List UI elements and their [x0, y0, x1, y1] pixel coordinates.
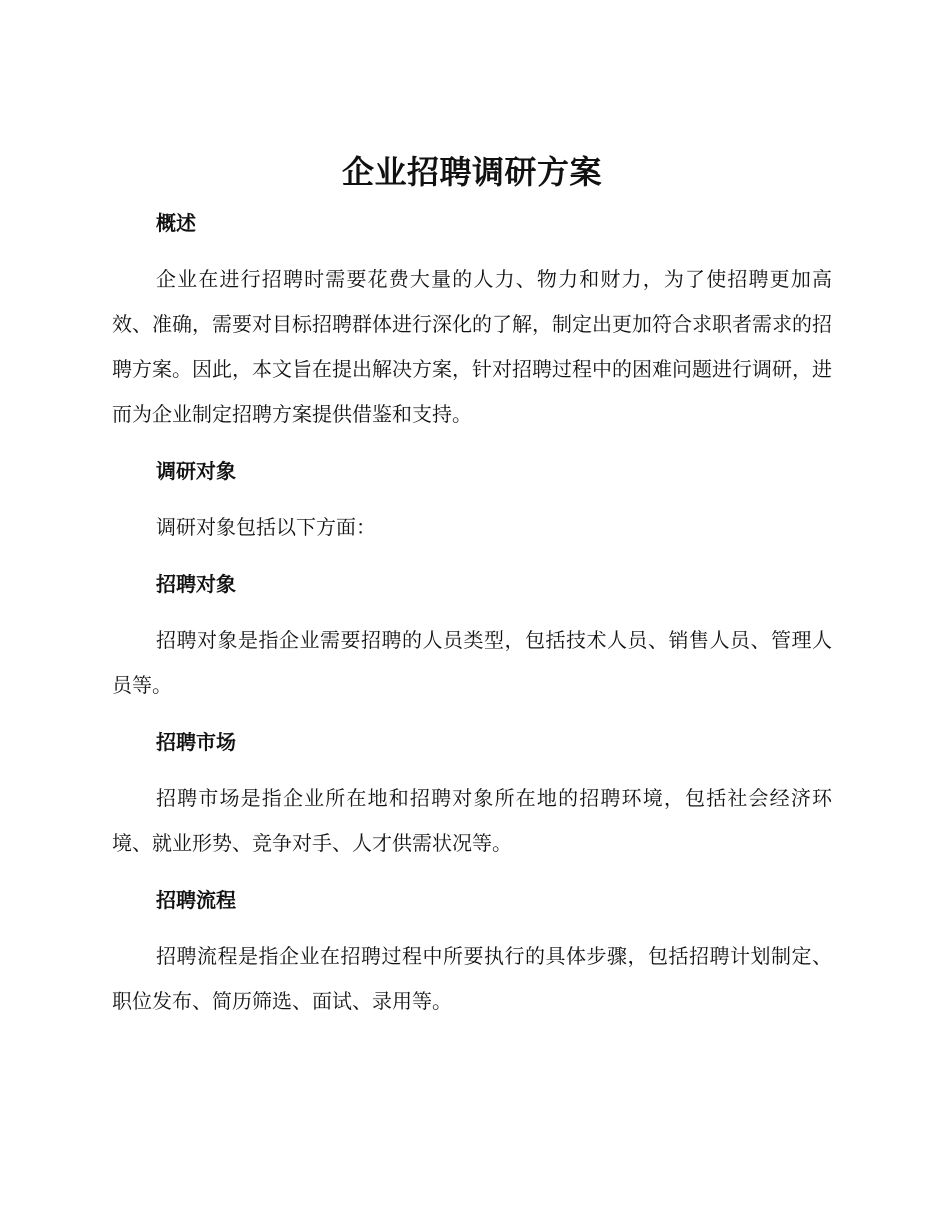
document-body — [112, 146, 832, 1024]
section-heading-survey-subject: 调研对象 — [156, 459, 236, 483]
section-paragraph-recruitment-process: 招聘流程是指企业在招聘过程中所要执行的具体步骤，包括招聘计划制定、职位发布、简历筛选、面试、录用等。 — [112, 944, 832, 1013]
section-paragraph-overview: 企业在进行招聘时需要花费大量的人力、物力和财力，为了使招聘更加高效、准确，需要对目标招聘群体进行深化的了解，制定出更加符合求职者需求的招聘方案。因此，本文旨在提出解决方案，针对招聘过程中的困难问题进行调研，进而为企业制定招聘方案提供借鉴和支持。 — [112, 267, 832, 426]
section-heading-recruitment-target: 招聘对象 — [156, 572, 236, 596]
section-heading-overview: 概述 — [156, 211, 196, 235]
section-paragraph-survey-subject: 调研对象包括以下方面： — [156, 515, 376, 539]
section-paragraph-recruitment-target: 招聘对象是指企业需要招聘的人员类型，包括技术人员、销售人员、管理人员等。 — [112, 628, 832, 697]
section-heading-recruitment-market: 招聘市场 — [156, 730, 236, 754]
section-paragraph-recruitment-market: 招聘市场是指企业所在地和招聘对象所在地的招聘环境，包括社会经济环境、就业形势、竞争对手、人才供需状况等。 — [112, 786, 832, 855]
section-heading-recruitment-process: 招聘流程 — [156, 888, 236, 912]
document-title: 企业招聘调研方案 — [341, 153, 602, 191]
